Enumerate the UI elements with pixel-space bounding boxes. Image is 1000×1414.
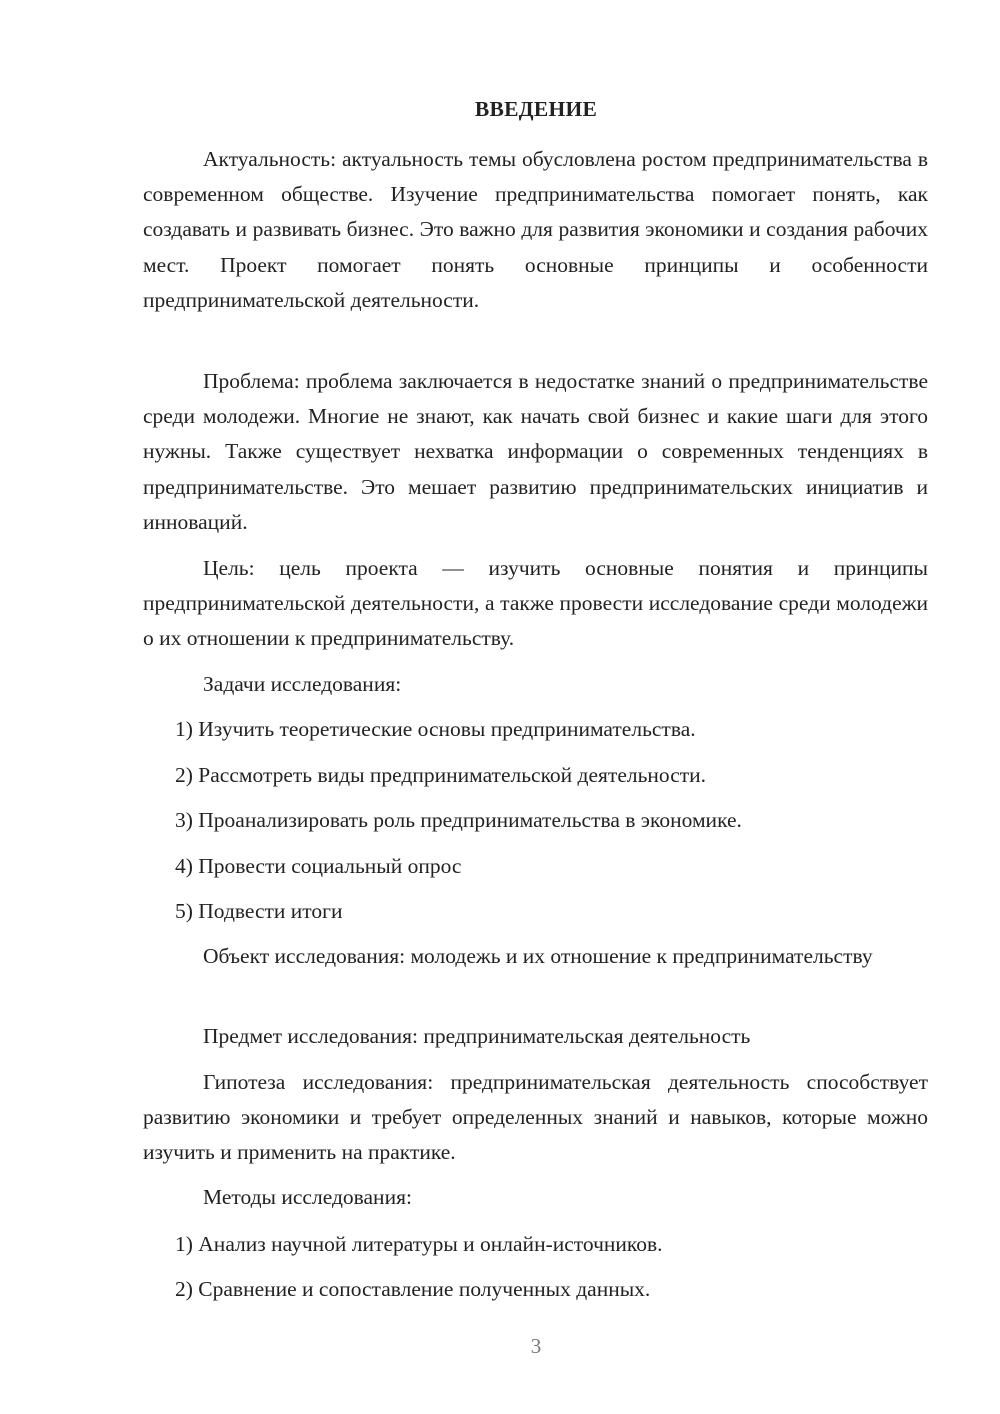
problem-paragraph: Проблема: проблема заключается в недостатке знаний о предпринимательстве среди молодежи. Многие не знают, как начать свой бизнес и какие шаги для этого нужны. Также существует нехватка информации о современных тенденциях в предпринимательстве. Это мешает развитию предпринимательских инициатив и инноваций. bbox=[143, 369, 928, 534]
methods-heading: Методы исследования: bbox=[203, 1185, 412, 1209]
task-item: 3) Проанализировать роль предпринимательства в экономике. bbox=[175, 808, 742, 832]
tasks-heading: Задачи исследования: bbox=[203, 672, 402, 696]
goal-paragraph: Цель: цель проекта — изучить основные понятия и принципы предпринимательской деятельности, а также провести исследование среди молодежи о их отношении к предпринимательству. bbox=[143, 556, 928, 651]
task-item: 2) Рассмотреть виды предпринимательской деятельности. bbox=[175, 763, 707, 787]
task-item: 1) Изучить теоретические основы предпринимательства. bbox=[175, 717, 696, 741]
task-item: 4) Провести социальный опрос bbox=[175, 854, 462, 878]
subject-line: Предмет исследования: предпринимательская деятельность bbox=[203, 1024, 751, 1048]
method-item: 2) Сравнение и сопоставление полученных данных. bbox=[175, 1277, 651, 1301]
page-title: ВВЕДЕНИЕ bbox=[474, 97, 598, 121]
hypothesis-paragraph: Гипотеза исследования: предпринимательская деятельность способствует развитию экономики и требует определенных знаний и навыков, которые можно изучить и применить на практике. bbox=[143, 1070, 928, 1165]
page-number: 3 bbox=[530, 1334, 542, 1358]
task-item: 5) Подвести итоги bbox=[175, 899, 343, 923]
relevance-paragraph: Актуальность: актуальность темы обусловлена ростом предпринимательства в современном обществе. Изучение предпринимательства помогает понять, как создавать и развивать бизнес. Это важно для развития экономики и создания рабочих мест. Проект помогает понять основные принципы и особенности предпринимательской деятельности. bbox=[143, 147, 928, 312]
method-item: 1) Анализ научной литературы и онлайн-источников. bbox=[175, 1232, 663, 1256]
object-paragraph: Объект исследования: молодежь и их отношение к предпринимательству bbox=[203, 944, 873, 968]
